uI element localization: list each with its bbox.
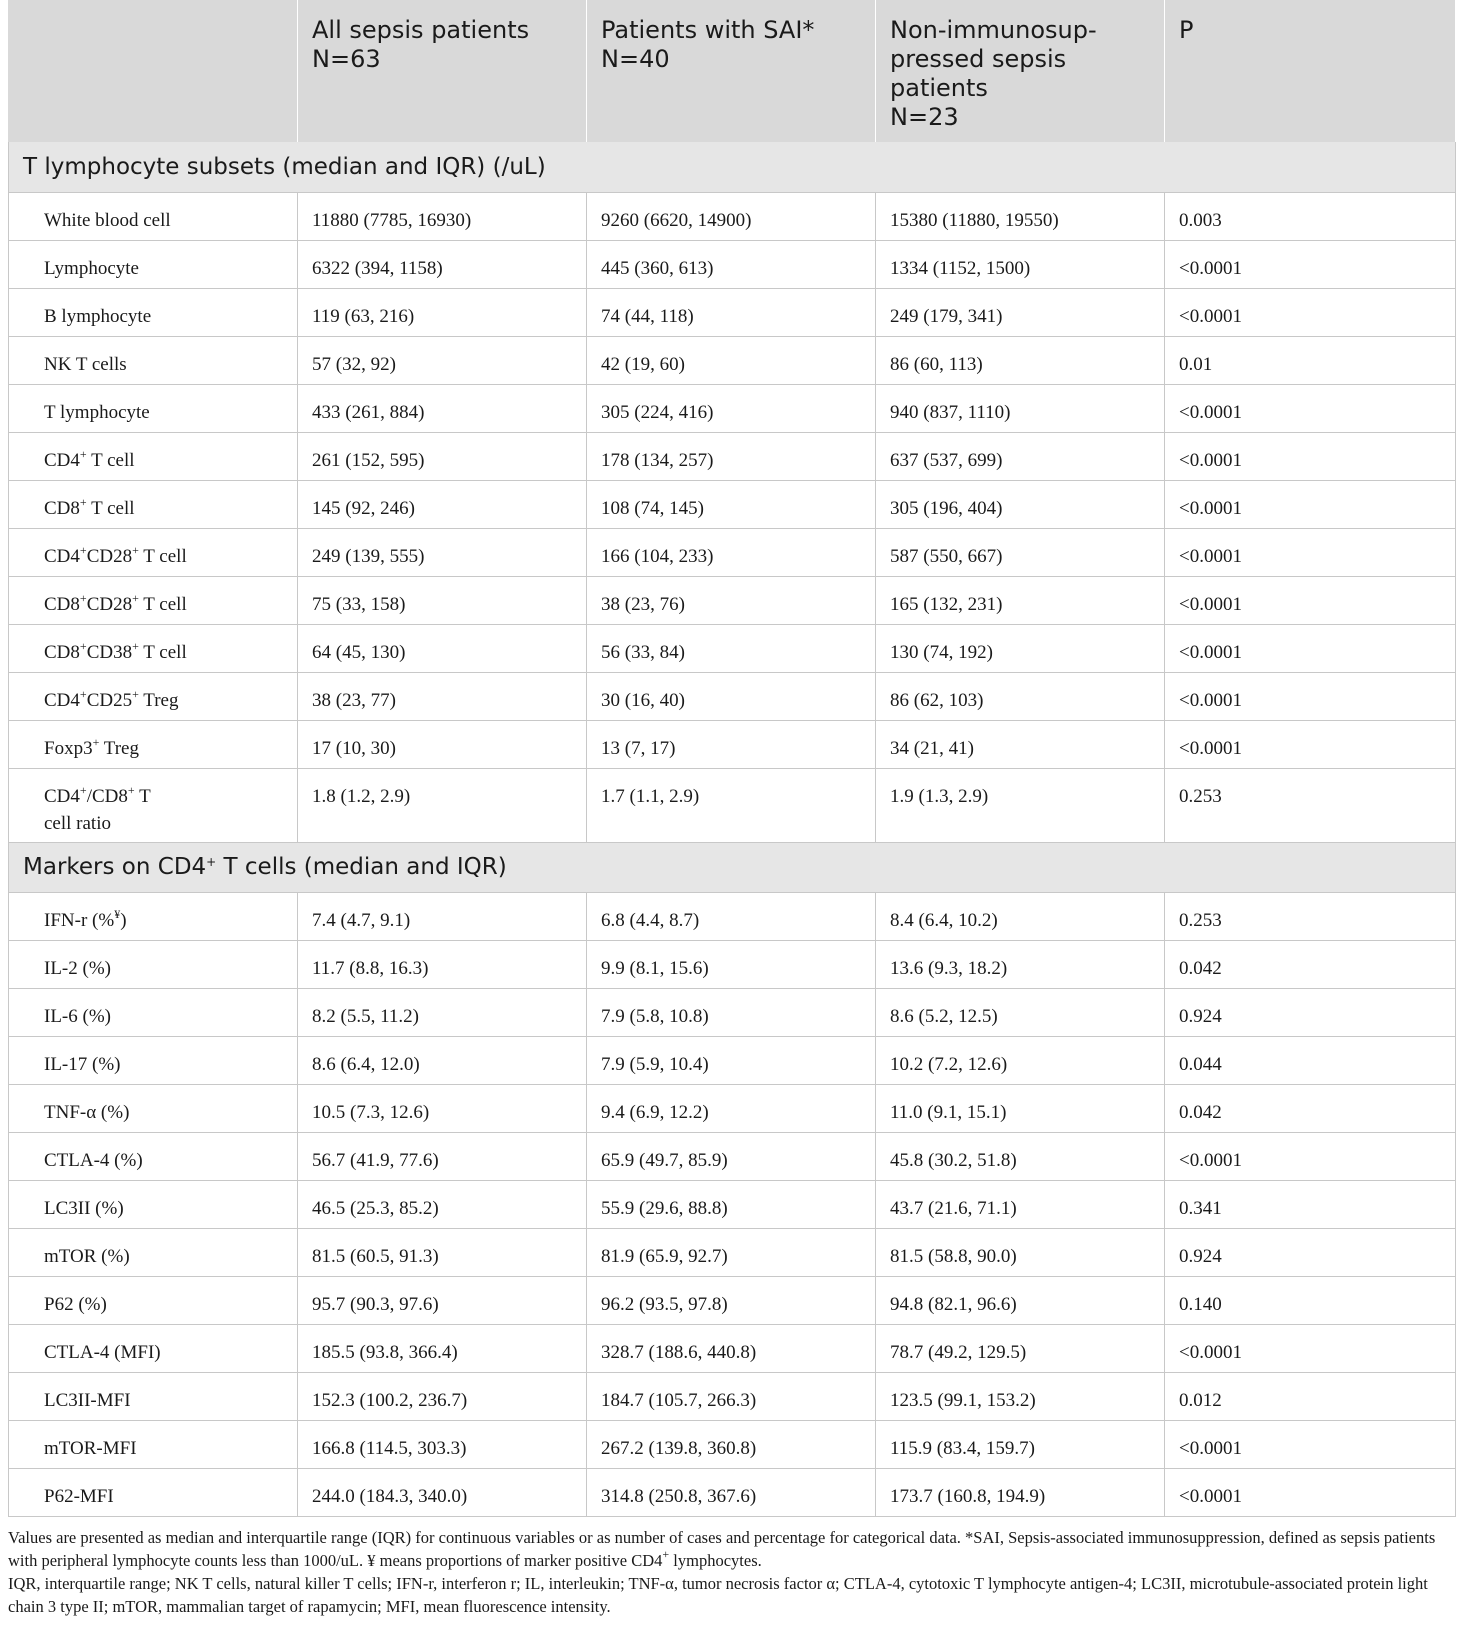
cell-sai-patients: 9.4 (6.9, 12.2) [587,1084,876,1132]
row-label-part: /CD8 [86,785,128,807]
row-label-part: T [134,785,151,807]
row-label [9,1228,298,1276]
cell-sai-patients: 166 (104, 233) [587,528,876,576]
cell-all-patients: 249 (139, 555) [298,528,587,576]
cell-non-immunosuppressed: 940 (837, 1110) [876,384,1165,432]
cell-p-value: 0.044 [1165,1036,1456,1084]
row-label-part: + [79,590,87,605]
row-label [9,1084,298,1132]
cell-non-immunosuppressed: 587 (550, 667) [876,528,1165,576]
row-label-part: CD4 [44,545,80,567]
cell-non-immunosuppressed: 123.5 (99.1, 153.2) [876,1372,1165,1420]
cell-p-value: <0.0001 [1165,1468,1456,1516]
cell-all-patients: 57 (32, 92) [298,336,587,384]
cell-all-patients: 152.3 (100.2, 236.7) [298,1372,587,1420]
row-label [9,940,298,988]
cell-all-patients: 119 (63, 216) [298,288,587,336]
row-label [9,1420,298,1468]
cell-p-value: 0.924 [1165,988,1456,1036]
row-label-part: + [79,494,87,509]
row-label-part: + [79,782,87,797]
row-label-part: CD8 [44,497,80,519]
cell-sai-patients: 6.8 (4.4, 8.7) [587,892,876,940]
row-label-part: CD4 [44,689,80,711]
row-label [9,1324,298,1372]
row-label-text: B lymphocyte [44,305,152,327]
cell-sai-patients: 314.8 (250.8, 367.6) [587,1468,876,1516]
cell-sai-patients: 42 (19, 60) [587,336,876,384]
cell-p-value: <0.0001 [1165,1132,1456,1180]
header-all-patients-text: All sepsis patients N=63 [312,16,530,73]
row-label-text: IL-2 (%) [44,957,111,979]
table-row [9,1372,1456,1420]
cell-non-immunosuppressed: 1.9 (1.3, 2.9) [876,768,1165,842]
table-row [9,672,1456,720]
cell-all-patients: 81.5 (60.5, 91.3) [298,1228,587,1276]
cell-all-patients: 56.7 (41.9, 77.6) [298,1132,587,1180]
table-row [9,288,1456,336]
header-blank [9,0,298,142]
row-label [9,1180,298,1228]
row-label [9,384,298,432]
header-p-value-text: P [1179,16,1194,44]
cell-non-immunosuppressed: 13.6 (9.3, 18.2) [876,940,1165,988]
cell-sai-patients: 81.9 (65.9, 92.7) [587,1228,876,1276]
row-label-part: + [79,446,87,461]
cell-non-immunosuppressed: 165 (132, 231) [876,576,1165,624]
row-label-part: CD28 [86,593,133,615]
cell-sai-patients: 1.7 (1.1, 2.9) [587,768,876,842]
cell-all-patients: 11.7 (8.8, 16.3) [298,940,587,988]
cell-p-value: <0.0001 [1165,432,1456,480]
row-label-text: IL-17 (%) [44,1053,121,1075]
cell-non-immunosuppressed: 8.4 (6.4, 10.2) [876,892,1165,940]
row-label-text: LC3II-MFI [44,1389,131,1411]
cell-non-immunosuppressed: 8.6 (5.2, 12.5) [876,988,1165,1036]
cell-non-immunosuppressed: 81.5 (58.8, 90.0) [876,1228,1165,1276]
data-table [8,0,1456,1517]
row-label-part: CD8 [44,641,80,663]
cell-all-patients: 95.7 (90.3, 97.6) [298,1276,587,1324]
footnote-1 [8,1526,1455,1572]
cell-sai-patients: 9260 (6620, 14900) [587,192,876,240]
row-label-part: + [127,782,135,797]
cell-non-immunosuppressed: 86 (62, 103) [876,672,1165,720]
cell-p-value: <0.0001 [1165,1420,1456,1468]
table-row [9,528,1456,576]
cell-p-value: <0.0001 [1165,288,1456,336]
row-label-part: cell ratio [44,812,111,834]
cell-sai-patients: 267.2 (139.8, 360.8) [587,1420,876,1468]
table-body [9,142,1456,1516]
cell-all-patients: 244.0 (184.3, 340.0) [298,1468,587,1516]
table-row [9,1132,1456,1180]
table-footnotes [8,1526,1455,1618]
table-header [9,0,1456,142]
table-row [9,1420,1456,1468]
cell-p-value: 0.01 [1165,336,1456,384]
row-label-text: White blood cell [44,209,171,231]
row-label [9,240,298,288]
cell-all-patients: 11880 (7785, 16930) [298,192,587,240]
section-title-markers-sup: + [206,855,217,869]
row-label [9,988,298,1036]
table-row [9,384,1456,432]
cell-p-value: <0.0001 [1165,528,1456,576]
header-row [9,0,1456,142]
cell-all-patients: 166.8 (114.5, 303.3) [298,1420,587,1468]
row-label-part: CD28 [86,545,133,567]
table-row [9,1180,1456,1228]
cell-p-value: <0.0001 [1165,576,1456,624]
cell-sai-patients: 178 (134, 257) [587,432,876,480]
header-sai-patients [587,0,876,142]
cell-all-patients: 6322 (394, 1158) [298,240,587,288]
row-label-text: IL-6 (%) [44,1005,111,1027]
table-row [9,432,1456,480]
row-label-part: Foxp3 [44,737,93,759]
footnote-1-end: lymphocytes. [669,1551,762,1570]
cell-sai-patients: 96.2 (93.5, 97.8) [587,1276,876,1324]
cell-all-patients: 38 (23, 77) [298,672,587,720]
row-label-part: + [132,590,139,605]
table-row [9,480,1456,528]
cell-all-patients: 1.8 (1.2, 2.9) [298,768,587,842]
cell-all-patients: 7.4 (4.7, 9.1) [298,892,587,940]
table-container [8,0,1455,1517]
section-title-t-subsets: T lymphocyte subsets (median and IQR) (/uL) [9,142,1456,192]
row-label-text: CTLA-4 (%) [44,1149,143,1171]
row-label [9,1468,298,1516]
row-label-part: + [79,638,87,653]
section-title-markers-pre: Markers on CD4 [23,854,207,880]
row-label-text: T lymphocyte [44,401,150,423]
row-label-part: CD25 [86,689,133,711]
table-row [9,624,1456,672]
row-label-text: TNF-α (%) [44,1101,130,1123]
footnote-2: IQR, interquartile range; NK T cells, natural killer T cells; IFN-r, interferon r; IL, interleukin; TNF-α, tumor necrosis factor α; CTLA-4, cytotoxic T lymphocyte antigen-4; LC3II, microtubule-associated protein light chain 3 type II; mTOR, mammalian target of rapamycin; MFI, mean fluorescence intensity. [8,1574,1428,1616]
cell-p-value: <0.0001 [1165,672,1456,720]
cell-all-patients: 433 (261, 884) [298,384,587,432]
row-label-part: CD38 [86,641,133,663]
cell-p-value: <0.0001 [1165,624,1456,672]
table-row [9,240,1456,288]
row-label [9,528,298,576]
cell-all-patients: 261 (152, 595) [298,432,587,480]
cell-p-value: 0.924 [1165,1228,1456,1276]
cell-non-immunosuppressed: 1334 (1152, 1500) [876,240,1165,288]
row-label-part: T cell [138,545,187,567]
footnote-1-sup: + [662,1547,670,1561]
table-row [9,1468,1456,1516]
row-label-text: NK T cells [44,353,127,375]
row-label [9,672,298,720]
cell-non-immunosuppressed: 78.7 (49.2, 129.5) [876,1324,1165,1372]
row-label-part: Treg [138,689,179,711]
row-label [9,480,298,528]
row-label-text: P62-MFI [44,1485,114,1507]
row-label [9,720,298,768]
cell-sai-patients: 38 (23, 76) [587,576,876,624]
row-label [9,576,298,624]
table-row [9,988,1456,1036]
cell-non-immunosuppressed: 249 (179, 341) [876,288,1165,336]
cell-non-immunosuppressed: 173.7 (160.8, 194.9) [876,1468,1165,1516]
row-label [9,1036,298,1084]
cell-all-patients: 17 (10, 30) [298,720,587,768]
row-label-part: T cell [86,449,135,471]
cell-sai-patients: 55.9 (29.6, 88.8) [587,1180,876,1228]
row-label [9,624,298,672]
section-title-markers-post: T cells (median and IQR) [216,854,507,880]
cell-non-immunosuppressed: 34 (21, 41) [876,720,1165,768]
header-p-value [1165,0,1456,142]
cell-p-value: <0.0001 [1165,480,1456,528]
row-label-text: LC3II (%) [44,1197,124,1219]
cell-p-value: 0.012 [1165,1372,1456,1420]
header-sai-patients-text: Patients with SAI* N=40 [601,16,815,73]
row-label [9,1372,298,1420]
row-label-part: + [132,542,139,557]
cell-all-patients: 185.5 (93.8, 366.4) [298,1324,587,1372]
row-label-part: + [132,686,139,701]
cell-non-immunosuppressed: 11.0 (9.1, 15.1) [876,1084,1165,1132]
cell-non-immunosuppressed: 86 (60, 113) [876,336,1165,384]
cell-all-patients: 145 (92, 246) [298,480,587,528]
cell-all-patients: 8.2 (5.5, 11.2) [298,988,587,1036]
row-label-part: ¥ [114,906,121,921]
row-label [9,432,298,480]
table-row [9,1036,1456,1084]
cell-non-immunosuppressed: 15380 (11880, 19550) [876,192,1165,240]
cell-p-value: 0.042 [1165,940,1456,988]
cell-all-patients: 75 (33, 158) [298,576,587,624]
cell-non-immunosuppressed: 115.9 (83.4, 159.7) [876,1420,1165,1468]
table-row [9,336,1456,384]
cell-p-value: 0.253 [1165,768,1456,842]
row-label-part: CD8 [44,593,80,615]
table-row [9,1084,1456,1132]
cell-sai-patients: 65.9 (49.7, 85.9) [587,1132,876,1180]
cell-all-patients: 8.6 (6.4, 12.0) [298,1036,587,1084]
cell-sai-patients: 108 (74, 145) [587,480,876,528]
row-label-part: CD4 [44,449,80,471]
cell-non-immunosuppressed: 130 (74, 192) [876,624,1165,672]
cell-sai-patients: 305 (224, 416) [587,384,876,432]
header-non-immunosuppressed [876,0,1165,142]
section-row-t-subsets [9,142,1456,192]
cell-non-immunosuppressed: 10.2 (7.2, 12.6) [876,1036,1165,1084]
cell-p-value: 0.003 [1165,192,1456,240]
cell-sai-patients: 9.9 (8.1, 15.6) [587,940,876,988]
cell-sai-patients: 13 (7, 17) [587,720,876,768]
table-row [9,1276,1456,1324]
cell-non-immunosuppressed: 43.7 (21.6, 71.1) [876,1180,1165,1228]
table-row [9,720,1456,768]
row-label-part: T cell [138,593,187,615]
row-label-part: + [92,734,100,749]
section-title-markers [9,842,1456,892]
cell-sai-patients: 7.9 (5.8, 10.8) [587,988,876,1036]
cell-p-value: 0.341 [1165,1180,1456,1228]
table-row [9,1228,1456,1276]
cell-non-immunosuppressed: 305 (196, 404) [876,480,1165,528]
row-label-text: CTLA-4 (MFI) [44,1341,161,1363]
table-row [9,940,1456,988]
cell-p-value: <0.0001 [1165,240,1456,288]
cell-sai-patients: 74 (44, 118) [587,288,876,336]
cell-all-patients: 64 (45, 130) [298,624,587,672]
cell-sai-patients: 184.7 (105.7, 266.3) [587,1372,876,1420]
table-row [9,1324,1456,1372]
row-label [9,768,298,842]
row-label-part: + [132,638,139,653]
cell-p-value: <0.0001 [1165,384,1456,432]
cell-non-immunosuppressed: 637 (537, 699) [876,432,1165,480]
header-non-immunosuppressed-text: Non-immunosup- pressed sepsis patients N=23 [890,16,1097,131]
cell-non-immunosuppressed: 94.8 (82.1, 96.6) [876,1276,1165,1324]
row-label-part: T cell [86,497,135,519]
row-label [9,336,298,384]
cell-sai-patients: 7.9 (5.9, 10.4) [587,1036,876,1084]
cell-sai-patients: 445 (360, 613) [587,240,876,288]
cell-p-value: 0.253 [1165,892,1456,940]
row-label-part: IFN-r (% [44,909,115,931]
row-label-part: + [79,686,87,701]
cell-non-immunosuppressed: 45.8 (30.2, 51.8) [876,1132,1165,1180]
section-row-markers [9,842,1456,892]
row-label-text: P62 (%) [44,1293,107,1315]
cell-sai-patients: 56 (33, 84) [587,624,876,672]
table-row [9,768,1456,842]
row-label-text: mTOR (%) [44,1245,130,1267]
cell-all-patients: 10.5 (7.3, 12.6) [298,1084,587,1132]
row-label [9,1132,298,1180]
footnote-1-text: Values are presented as median and interquartile range (IQR) for continuous variables or as number of cases and percentage for categorical data. *SAI, Sepsis-associated immunosuppression, defined as sepsis patients with peripheral lymphocyte counts less than 1000/uL. ¥ means proportions of marker positive CD4 [8,1528,1436,1570]
row-label [9,1276,298,1324]
cell-all-patients: 46.5 (25.3, 85.2) [298,1180,587,1228]
row-label [9,892,298,940]
row-label-part: T cell [138,641,187,663]
row-label [9,288,298,336]
cell-p-value: <0.0001 [1165,720,1456,768]
table-row [9,576,1456,624]
row-label [9,192,298,240]
row-label-part: ) [120,909,127,931]
cell-p-value: 0.042 [1165,1084,1456,1132]
cell-sai-patients: 328.7 (188.6, 440.8) [587,1324,876,1372]
table-row [9,892,1456,940]
cell-p-value: 0.140 [1165,1276,1456,1324]
cell-sai-patients: 30 (16, 40) [587,672,876,720]
row-label-text: mTOR-MFI [44,1437,137,1459]
cell-p-value: <0.0001 [1165,1324,1456,1372]
row-label-text: Lymphocyte [44,257,139,279]
row-label-part: + [79,542,87,557]
table-row [9,192,1456,240]
header-all-patients [298,0,587,142]
row-label-part: Treg [99,737,139,759]
row-label-part: CD4 [44,785,80,807]
